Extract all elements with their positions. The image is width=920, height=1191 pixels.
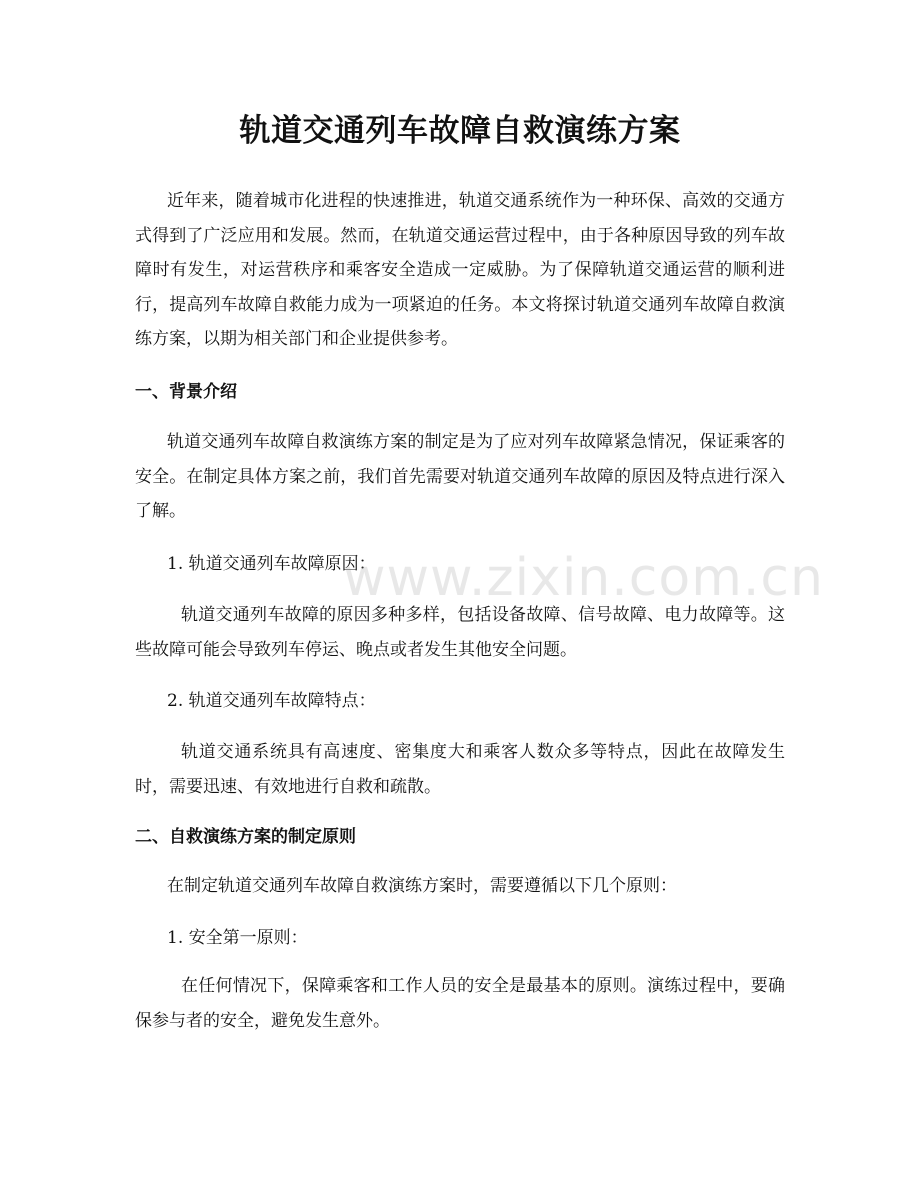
intro-paragraph: 近年来，随着城市化进程的快速推进，轨道交通系统作为一种环保、高效的交通方式得到了广泛应用和发展。然而，在轨道交通运营过程中，由于各种原因导致的列车故障时有发生，对运营秩序和乘客安全造成一定威胁。为了保障轨道交通运营的顺利进行，提高列车故障自救能力成为一项紧迫的任务。本文将探讨轨道交通列车故障自救演练方案，以期为相关部门和企业提供参考。 bbox=[135, 191, 785, 349]
cause-item-title: 1. 轨道交通列车故障原因： bbox=[167, 554, 376, 574]
site-watermark: www.zixin.com.cn bbox=[343, 548, 824, 608]
document-title: 轨道交通列车故障自救演练方案 bbox=[239, 113, 681, 149]
background-paragraph: 轨道交通列车故障自救演练方案的制定是为了应对列车故障紧急情况，保证乘客的安全。在制定具体方案之前，我们首先需要对轨道交通列车故障的原因及特点进行深入了解。 bbox=[135, 432, 785, 521]
cause-item-text: 轨道交通列车故障的原因多种多样，包括设备故障、信号故障、电力故障等。这些故障可能会导致列车停运、晚点或者发生其他安全问题。 bbox=[135, 605, 785, 660]
feature-item-title: 2. 轨道交通列车故障特点： bbox=[167, 691, 376, 711]
safety-item-text: 在任何情况下，保障乘客和工作人员的安全是最基本的原则。演练过程中，要确保参与者的安全，避免发生意外。 bbox=[135, 976, 785, 1031]
feature-item-text: 轨道交通系统具有高速度、密集度大和乘客人数众多等特点，因此在故障发生时，需要迅速、有效地进行自救和疏散。 bbox=[135, 742, 785, 797]
principles-paragraph: 在制定轨道交通列车故障自救演练方案时，需要遵循以下几个原则： bbox=[167, 876, 677, 896]
section-heading-background: 一、背景介绍 bbox=[135, 382, 237, 402]
section-heading-principles: 二、自救演练方案的制定原则 bbox=[135, 827, 356, 847]
safety-item-title: 1. 安全第一原则： bbox=[167, 928, 308, 948]
